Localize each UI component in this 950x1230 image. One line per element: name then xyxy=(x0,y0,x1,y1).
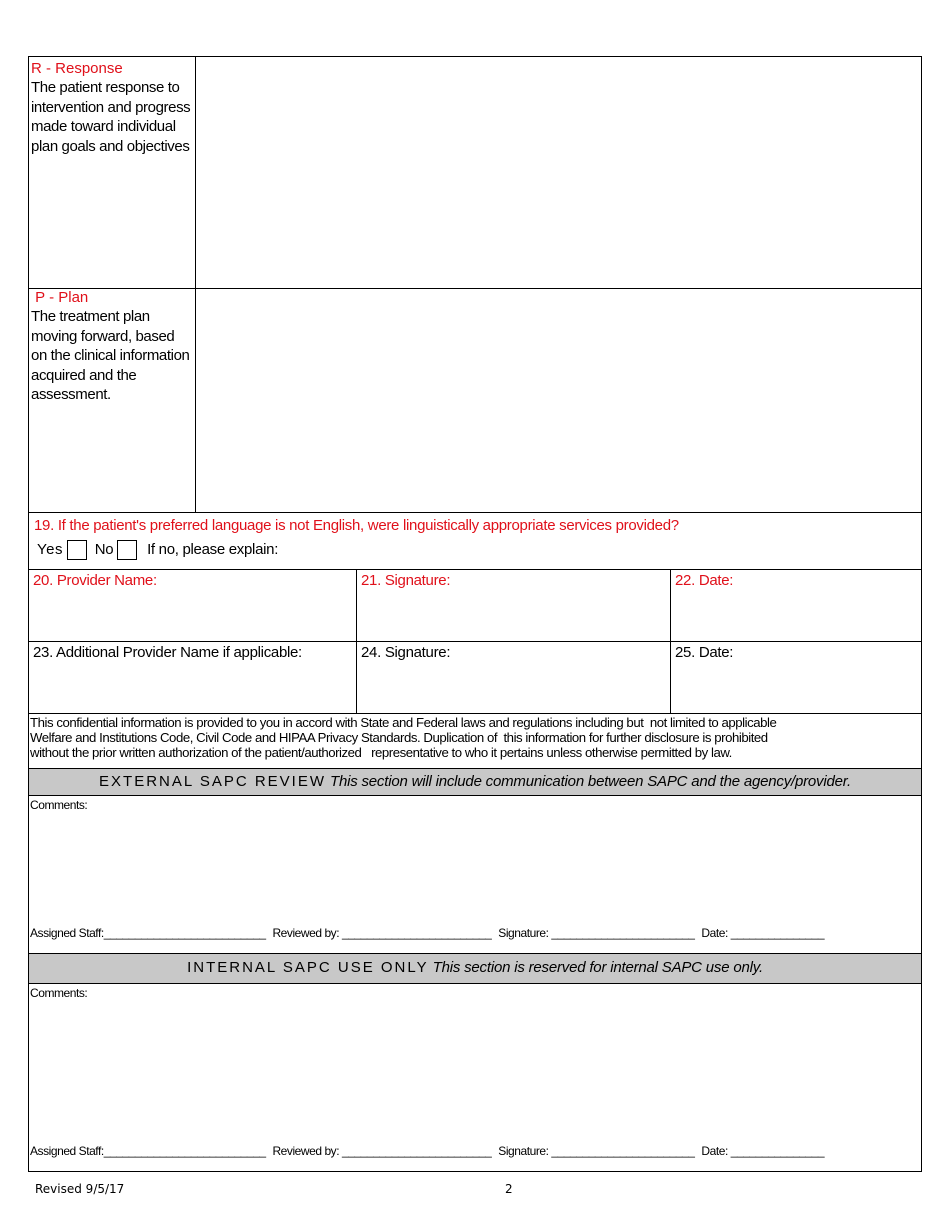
provider-name-cell[interactable] xyxy=(28,569,357,642)
provider-signature-label: 21. Signature: xyxy=(361,572,451,589)
plan-field[interactable] xyxy=(195,288,922,513)
additional-provider-signature-cell[interactable] xyxy=(356,641,671,714)
internal-use-header xyxy=(28,953,922,984)
internal-use-subtitle: This section is reserved for internal SAPC use only. xyxy=(432,959,763,976)
no-label: No xyxy=(94,540,114,558)
internal-use-comments[interactable] xyxy=(28,983,922,1172)
confidentiality-notice xyxy=(28,713,922,769)
external-review-subtitle: This section will include communication between SAPC and the agency/provider. xyxy=(329,773,851,790)
provider-date-label: 22. Date: xyxy=(675,572,734,589)
confidentiality-line-3: without the prior written authorization of the patient/authorized representative to who it pertains unless otherwise permitted by law. xyxy=(30,745,732,760)
internal-use-title: INTERNAL SAPC USE ONLY xyxy=(187,959,429,976)
explain-label: If no, please explain: xyxy=(147,540,279,558)
external-review-comments[interactable] xyxy=(28,795,922,954)
internal-comments-label: Comments: xyxy=(30,986,88,1000)
external-assigned-staff[interactable]: Assigned Staff:__________________________ xyxy=(30,926,266,940)
confidentiality-line-2: Welfare and Institutions Code, Civil Code and HIPAA Privacy Standards. Duplication of this information for further disclosure is prohibited xyxy=(30,730,768,745)
no-checkbox[interactable] xyxy=(117,540,137,560)
revised-date: Revised 9/5/17 xyxy=(35,1182,125,1196)
question19-answers xyxy=(37,540,278,560)
response-description: The patient response to intervention and progress made toward individual plan goals and objectives xyxy=(31,79,191,155)
response-title: R - Response xyxy=(31,60,123,77)
question19-section xyxy=(28,512,922,570)
additional-provider-name-label: 23. Additional Provider Name if applicable: xyxy=(33,644,302,661)
response-label-cell xyxy=(28,56,196,289)
internal-date[interactable]: Date: _______________ xyxy=(701,1144,825,1158)
plan-label-cell xyxy=(28,288,196,513)
plan-description: The treatment plan moving forward, based on the clinical information acquired and the assessment. xyxy=(31,308,190,403)
additional-provider-date-label: 25. Date: xyxy=(675,644,734,661)
provider-date-cell[interactable] xyxy=(670,569,922,642)
external-review-title: EXTERNAL SAPC REVIEW xyxy=(99,773,327,790)
question19-text: 19. If the patient's preferred language is not English, were linguistically appropriate services provided? xyxy=(34,517,679,534)
external-comments-label: Comments: xyxy=(30,798,88,812)
internal-signature[interactable]: Signature: _______________________ xyxy=(498,1144,695,1158)
additional-provider-name-cell[interactable] xyxy=(28,641,357,714)
external-reviewed-by[interactable]: Reviewed by: ________________________ xyxy=(272,926,492,940)
external-date[interactable]: Date: _______________ xyxy=(701,926,825,940)
external-signature-row xyxy=(30,926,824,940)
yes-checkbox[interactable] xyxy=(67,540,87,560)
internal-reviewed-by[interactable]: Reviewed by: ________________________ xyxy=(272,1144,492,1158)
additional-provider-signature-label: 24. Signature: xyxy=(361,644,451,661)
external-signature[interactable]: Signature: _______________________ xyxy=(498,926,695,940)
provider-signature-cell[interactable] xyxy=(356,569,671,642)
plan-title: P - Plan xyxy=(31,289,89,306)
yes-label: Yes xyxy=(37,540,63,558)
internal-assigned-staff[interactable]: Assigned Staff:__________________________ xyxy=(30,1144,266,1158)
response-field[interactable] xyxy=(195,56,922,289)
additional-provider-date-cell[interactable] xyxy=(670,641,922,714)
confidentiality-line-1: This confidential information is provided to you in accord with State and Federal laws and regulations including but not limited to applicable xyxy=(30,715,777,730)
page-number: 2 xyxy=(505,1182,513,1196)
provider-name-label: 20. Provider Name: xyxy=(33,572,157,589)
external-review-header xyxy=(28,768,922,796)
internal-signature-row xyxy=(30,1144,824,1158)
